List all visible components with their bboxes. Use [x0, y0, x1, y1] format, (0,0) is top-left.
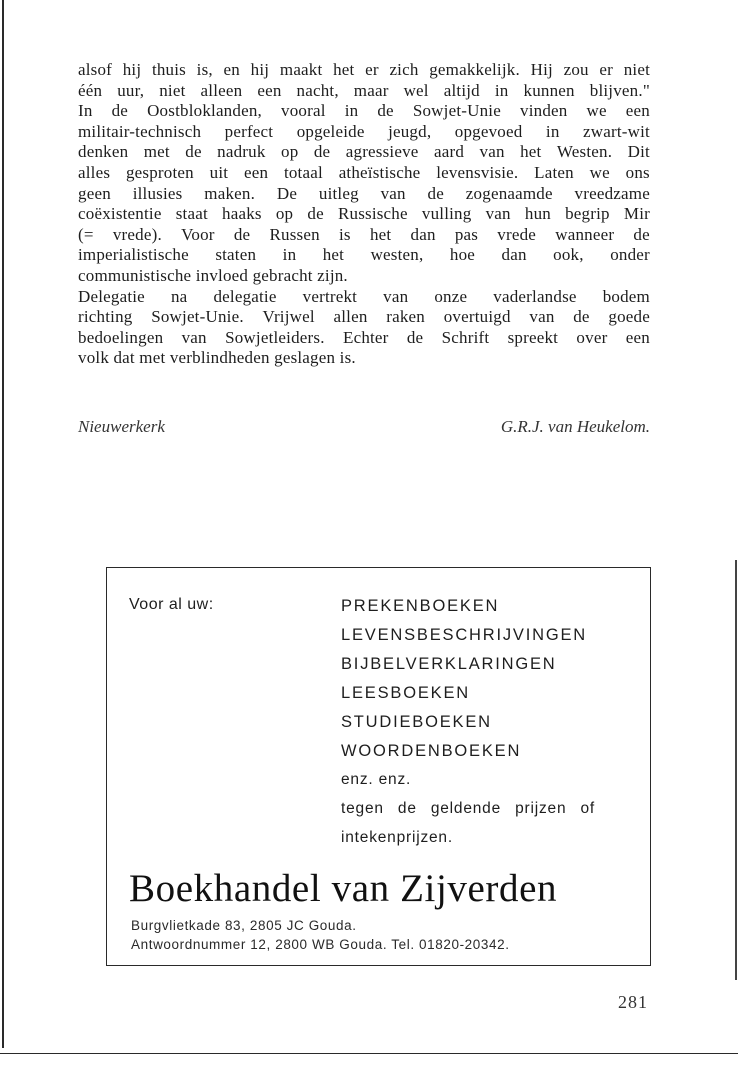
body-word: raken: [386, 307, 426, 327]
signature-row: [78, 417, 650, 437]
body-word: Oostbloklanden,: [147, 101, 262, 121]
body-word: en: [223, 60, 240, 79]
body-word: we: [589, 162, 610, 182]
body-word: thuis: [151, 60, 186, 79]
body-word: hij: [122, 60, 142, 79]
body-word: levensvisie.: [436, 162, 519, 182]
body-word: vreedzame: [574, 183, 650, 203]
body-word: opgevoed: [454, 121, 523, 141]
body-line: [78, 204, 650, 225]
body-line: [78, 184, 650, 205]
ad-category: WOORDENBOEKEN: [341, 742, 522, 760]
body-word: de: [427, 183, 444, 203]
body-word: blijven.": [589, 80, 650, 100]
body-word: maar: [353, 80, 389, 100]
body-word: alsof: [78, 60, 113, 79]
body-word: vooral: [281, 101, 326, 121]
body-word: agressieve: [345, 142, 419, 162]
ad-category: LEVENSBESCHRIJVINGEN: [341, 626, 587, 644]
body-word: Westen.: [556, 142, 613, 162]
body-word: westen,: [370, 245, 424, 265]
body-word: staten: [215, 245, 257, 265]
body-word: een: [243, 162, 269, 182]
body-word: zich: [389, 60, 419, 79]
body-word: na: [170, 286, 188, 306]
body-word: Sowjetleiders.: [225, 327, 325, 347]
body-word: het: [369, 224, 392, 244]
body-word: de: [307, 204, 324, 224]
ad-category: LEESBOEKEN: [341, 684, 470, 702]
body-word: vinden: [520, 101, 568, 121]
body-word: spreekt: [507, 327, 559, 347]
bookshop-advertisement: [106, 567, 651, 966]
body-line: [78, 328, 650, 349]
body-word: een: [625, 101, 650, 121]
ad-note: intekenprijzen.: [341, 829, 453, 846]
body-word: aard: [434, 142, 465, 162]
body-word: een: [625, 327, 650, 347]
body-word: er: [365, 60, 379, 79]
body-word: vertrekt: [302, 286, 358, 306]
signature-author: G.R.J. van Heukelom.: [500, 417, 650, 436]
body-word: Russische: [337, 204, 408, 224]
body-line: [78, 225, 650, 246]
body-word: de: [406, 327, 424, 347]
body-word: imperialistische: [78, 245, 189, 265]
body-word: atheïstische: [338, 162, 421, 182]
body-word: uitleg: [318, 183, 359, 203]
body-word: hij: [250, 60, 270, 79]
ad-category-list: [341, 596, 595, 857]
page-edge-left: [2, 0, 4, 1048]
body-word: is: [339, 224, 351, 244]
body-word: Dit: [627, 142, 650, 162]
body-word: kunnen: [523, 80, 575, 100]
body-word: dan: [410, 224, 436, 244]
body-word: het: [322, 245, 345, 265]
body-word: in: [494, 80, 509, 100]
body-word: vrede).: [112, 224, 162, 244]
body-word: vaderlandse: [493, 286, 577, 306]
body-word: In: [78, 101, 93, 121]
body-word: delegatie: [213, 286, 277, 306]
body-word: een: [257, 80, 282, 100]
body-word: niet: [623, 60, 650, 79]
body-word: zwart-wit: [583, 121, 650, 141]
body-word: ons: [625, 162, 650, 182]
body-word: Vrijwel: [262, 307, 315, 327]
body-line: communistische invloed gebracht zijn.: [78, 265, 348, 285]
body-line: [78, 101, 650, 122]
body-word: de: [633, 224, 650, 244]
body-word: over: [576, 327, 608, 347]
body-word: perfect: [224, 121, 274, 141]
body-word: richting: [78, 307, 133, 327]
body-line: [78, 163, 650, 184]
body-word: één: [78, 80, 103, 100]
body-word: gesproten: [125, 162, 194, 182]
body-word: Laten: [534, 162, 574, 182]
body-line: [78, 245, 650, 266]
body-line: [78, 81, 650, 102]
body-word: van: [181, 327, 207, 347]
body-word: hoe: [449, 245, 476, 265]
body-word: opgeleide: [296, 121, 365, 141]
body-word: De: [276, 183, 298, 203]
body-word: onze: [434, 286, 468, 306]
shop-name: Boekhandel van Zijverden: [129, 867, 558, 910]
body-word: Voor: [181, 224, 215, 244]
body-line: [78, 287, 650, 308]
body-word: hun: [524, 204, 551, 224]
body-word: van: [485, 204, 511, 224]
body-word: wel: [403, 80, 429, 100]
body-word: maakt: [279, 60, 323, 79]
body-word: Hij: [530, 60, 553, 79]
ad-intro: Voor al uw:: [129, 596, 214, 613]
body-word: begrip: [565, 204, 610, 224]
body-word: van: [380, 183, 406, 203]
body-line: volk dat met verblindheden geslagen is.: [78, 348, 356, 368]
body-word: staat: [175, 204, 208, 224]
body-word: jeugd,: [388, 121, 432, 141]
body-word: gemakkelijk.: [429, 60, 520, 79]
signature-place: Nieuwerkerk: [78, 417, 165, 436]
page-edge-bottom: [0, 1053, 738, 1054]
body-word: allen: [333, 307, 368, 327]
body-word: het: [520, 142, 542, 162]
body-word: Russen: [269, 224, 320, 244]
body-word: alleen: [200, 80, 243, 100]
ad-category: STUDIEBOEKEN: [341, 713, 492, 731]
body-word: Sowjet-Unie: [412, 101, 501, 121]
body-word: uur,: [117, 80, 145, 100]
body-word: in: [545, 121, 560, 141]
body-word: nacht,: [296, 80, 339, 100]
shop-contact: Antwoordnummer 12, 2800 WB Gouda. Tel. 01820-20342.: [131, 937, 510, 952]
ad-note: tegen de geldende prijzen of: [341, 800, 596, 817]
body-word: Delegatie: [78, 286, 145, 306]
body-word: wanneer: [555, 224, 615, 244]
body-word: van: [479, 142, 505, 162]
body-word: dan: [501, 245, 527, 265]
page-number: 281: [618, 992, 648, 1012]
body-word: zou: [563, 60, 589, 79]
body-word: in: [282, 245, 297, 265]
body-word: maken.: [204, 183, 256, 203]
body-word: de: [573, 307, 590, 327]
shop-address: Burgvlietkade 83, 2805 JC Gouda.: [131, 918, 357, 933]
body-word: de: [233, 224, 251, 244]
body-word: is,: [196, 60, 213, 79]
body-word: vrede: [497, 224, 537, 244]
body-word: op: [281, 142, 299, 162]
body-word: totaal: [283, 162, 323, 182]
body-word: haaks: [222, 204, 262, 224]
body-word: Mir: [623, 204, 650, 224]
body-word: met: [143, 142, 170, 162]
body-word: illusies: [132, 183, 183, 203]
ad-note: enz. enz.: [341, 771, 412, 788]
body-line: [78, 307, 650, 328]
body-word: Schrift: [441, 327, 490, 347]
body-word: we: [586, 101, 607, 121]
body-word: het: [333, 60, 355, 79]
ad-category: PREKENBOEKEN: [341, 597, 500, 615]
body-word: goede: [608, 307, 650, 327]
body-word: van: [529, 307, 555, 327]
body-word: onder: [610, 245, 650, 265]
body-word: in: [344, 101, 359, 121]
body-line: [78, 122, 650, 143]
body-word: niet: [159, 80, 186, 100]
body-word: zogenaamde: [465, 183, 553, 203]
body-word: ook,: [553, 245, 584, 265]
body-word: de: [111, 101, 129, 121]
body-word: overtuigd: [443, 307, 511, 327]
body-word: Echter: [342, 327, 389, 347]
body-word: denken: [78, 142, 129, 162]
body-word: vulling: [421, 204, 472, 224]
body-word: altijd: [443, 80, 480, 100]
body-line: [78, 142, 650, 163]
body-word: bodem: [602, 286, 650, 306]
body-word: van: [383, 286, 409, 306]
page-edge-right: [735, 560, 737, 980]
body-word: er: [599, 60, 614, 79]
body-word: (=: [78, 224, 94, 244]
body-word: de: [313, 142, 331, 162]
body-word: de: [377, 101, 394, 121]
body-word: pas: [454, 224, 479, 244]
body-word: militair-technisch: [78, 121, 202, 141]
body-word: nadruk: [217, 142, 266, 162]
body-word: Sowjet-Unie.: [151, 307, 244, 327]
body-word: de: [185, 142, 202, 162]
body-word: coëxistentie: [78, 204, 162, 224]
body-word: bedoelingen: [78, 327, 164, 347]
article-body: [78, 60, 650, 369]
body-line: [78, 60, 650, 81]
body-word: alles: [78, 162, 111, 182]
ad-category: BIJBELVERKLARINGEN: [341, 655, 557, 673]
body-word: op: [275, 204, 294, 224]
body-word: uit: [209, 162, 229, 182]
body-word: geen: [78, 183, 111, 203]
